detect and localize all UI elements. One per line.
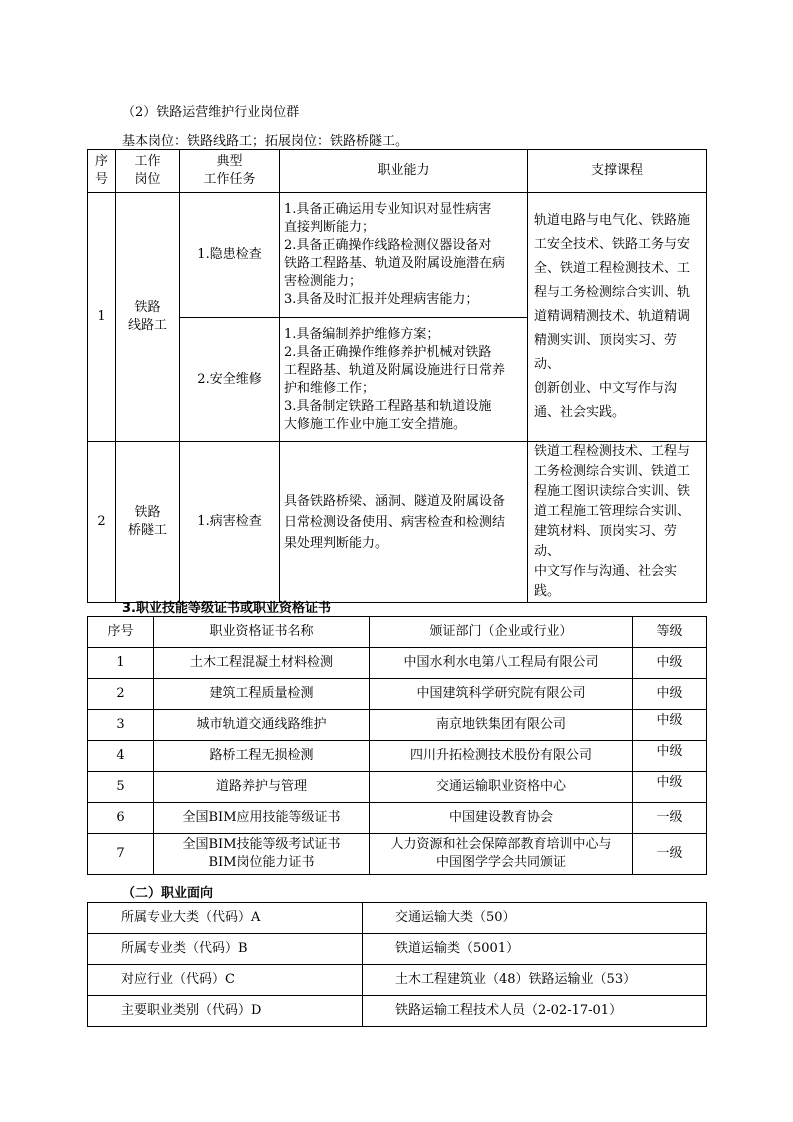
cert-seq: 5 bbox=[88, 772, 154, 803]
section-heading: 3.职业技能等级证书或职业资格证书 bbox=[122, 601, 331, 616]
career-value: 交通运输大类（50） bbox=[363, 903, 707, 934]
header-cell: 职业资格证书名称 bbox=[154, 617, 370, 648]
cert-name: 城市轨道交通线路维护 bbox=[154, 710, 370, 741]
section-heading: （二）职业面向 bbox=[122, 886, 214, 901]
cert-level: 中级 bbox=[633, 741, 707, 772]
cert-level: 中级 bbox=[633, 648, 707, 679]
header-task: 典型 工作任务 bbox=[180, 150, 280, 193]
cert-name: 路桥工程无损检测 bbox=[154, 741, 370, 772]
row-seq: 1 bbox=[88, 193, 116, 442]
cert-level: 中级 bbox=[633, 772, 707, 803]
header-cell: 颁证部门（企业或行业） bbox=[370, 617, 633, 648]
row-task: 1.病害检查 bbox=[180, 442, 280, 603]
cert-seq: 6 bbox=[88, 803, 154, 834]
cert-seq: 2 bbox=[88, 679, 154, 710]
table-row bbox=[88, 934, 707, 965]
basic-positions-text: 基本岗位：铁路线路工；拓展岗位：铁路桥隧工。 bbox=[122, 134, 409, 149]
table-row bbox=[88, 803, 707, 834]
table-row bbox=[88, 710, 707, 741]
header-cell: 序号 bbox=[88, 617, 154, 648]
cert-seq: 3 bbox=[88, 710, 154, 741]
cert-seq: 7 bbox=[88, 834, 154, 875]
header-ability: 职业能力 bbox=[280, 150, 528, 193]
table-header-row bbox=[88, 150, 707, 193]
table-row bbox=[88, 193, 707, 318]
career-label: 所属专业大类（代码）A bbox=[88, 903, 363, 934]
row-task: 2.安全维修 bbox=[180, 318, 280, 442]
row-courses: 轨道电路与电气化、铁路施 工安全技术、铁路工务与安 全、铁道工程检测技术、工 程与工务检测综合实训、轨 道精调精测技术、轨道精调 精测实训、顶岗实习、劳动、 创新创业、中文写作与沟 通、社会实践。 bbox=[528, 193, 707, 442]
table-row bbox=[88, 965, 707, 996]
table-row bbox=[88, 648, 707, 679]
cert-name: 建筑工程质量检测 bbox=[154, 679, 370, 710]
cert-table bbox=[87, 616, 707, 875]
cert-level: 一级 bbox=[633, 834, 707, 875]
career-label: 所属专业类（代码）B bbox=[88, 934, 363, 965]
header-cell: 等级 bbox=[633, 617, 707, 648]
cert-seq: 4 bbox=[88, 741, 154, 772]
career-value: 土木工程建筑业（48）铁路运输业（53） bbox=[363, 965, 707, 996]
career-value: 铁路运输工程技术人员（2-02-17-01） bbox=[363, 996, 707, 1027]
cert-name: 全国BIM应用技能等级证书 bbox=[154, 803, 370, 834]
cert-dept: 人力资源和社会保障部教育培训中心与 中国图学学会共同颁证 bbox=[370, 834, 633, 875]
cert-name: 土木工程混凝土材料检测 bbox=[154, 648, 370, 679]
cert-level: 中级 bbox=[633, 679, 707, 710]
row-post: 铁路 线路工 bbox=[116, 193, 180, 442]
row-seq: 2 bbox=[88, 442, 116, 603]
table-row bbox=[88, 679, 707, 710]
row-courses: 铁道工程检测技术、工程与 工务检测综合实训、铁道工 程施工图识读综合实训、铁 道工程施工管理综合实训、 建筑材料、顶岗实习、劳动、 中文写作与沟通、社会实 践。 bbox=[528, 442, 707, 603]
table-row bbox=[88, 903, 707, 934]
table-row bbox=[88, 442, 707, 603]
jobs-table bbox=[87, 149, 707, 603]
table-row bbox=[88, 996, 707, 1027]
table-row bbox=[88, 741, 707, 772]
cert-dept: 中国建设教育协会 bbox=[370, 803, 633, 834]
cert-dept: 中国建筑科学研究院有限公司 bbox=[370, 679, 633, 710]
cert-dept: 南京地铁集团有限公司 bbox=[370, 710, 633, 741]
cert-dept: 中国水利水电第八工程局有限公司 bbox=[370, 648, 633, 679]
cert-level: 一级 bbox=[633, 803, 707, 834]
cert-name: 道路养护与管理 bbox=[154, 772, 370, 803]
cert-dept: 四川升拓检测技术股份有限公司 bbox=[370, 741, 633, 772]
career-label: 主要职业类别（代码）D bbox=[88, 996, 363, 1027]
career-value: 铁道运输类（5001） bbox=[363, 934, 707, 965]
header-post: 工作 岗位 bbox=[116, 150, 180, 193]
row-ability: 1.具备正确运用专业知识对显性病害 直接判断能力； 2.具备正确操作线路检测仪器设备对 铁路工程路基、轨道及附属设施潜在病 害检测能力； 3.具备及时汇报并处理病害能力； bbox=[280, 193, 528, 318]
row-ability: 1.具备编制养护维修方案； 2.具备正确操作维修养护机械对铁路 工程路基、轨道及附属设施进行日常养 护和维修工作； 3.具备制定铁路工程路基和轨道设施 大修施工作业中施工安全措施。 bbox=[280, 318, 528, 442]
cert-seq: 1 bbox=[88, 648, 154, 679]
cert-name: 全国BIM技能等级考试证书 BIM岗位能力证书 bbox=[154, 834, 370, 875]
row-task: 1.隐患检查 bbox=[180, 193, 280, 318]
career-table bbox=[87, 902, 707, 1027]
cert-dept: 交通运输职业资格中心 bbox=[370, 772, 633, 803]
header-courses: 支撑课程 bbox=[528, 150, 707, 193]
cert-level: 中级 bbox=[633, 710, 707, 741]
table-header-row bbox=[88, 617, 707, 648]
header-seq: 序 号 bbox=[88, 150, 116, 193]
section-heading: （2）铁路运营维护行业岗位群 bbox=[122, 105, 300, 120]
career-label: 对应行业（代码）C bbox=[88, 965, 363, 996]
table-row bbox=[88, 772, 707, 803]
table-row bbox=[88, 834, 707, 875]
row-post: 铁路 桥隧工 bbox=[116, 442, 180, 603]
row-ability: 具备铁路桥梁、涵洞、隧道及附属设备 日常检测设备使用、病害检查和检测结 果处理判断能力。 bbox=[280, 442, 528, 603]
